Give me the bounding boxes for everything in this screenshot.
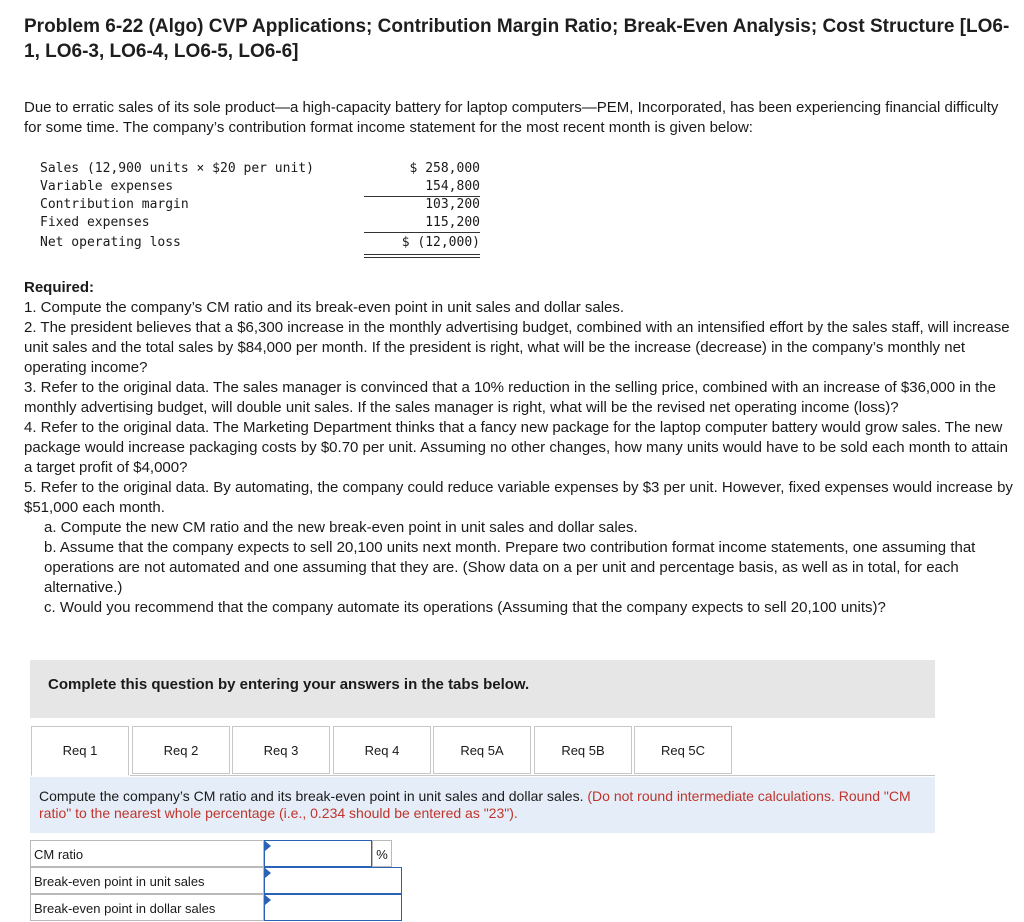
tab-req-5b[interactable]: Req 5B [534, 726, 632, 774]
statement-row-cm [40, 196, 490, 214]
banner-text: Complete this question by entering your answers in the tabs below. [48, 676, 530, 693]
requirement-5a: a. Compute the new CM ratio and the new break-even point in unit sales and dollar sales. [44, 519, 638, 536]
instructions-text [39, 788, 919, 822]
percent-unit: % [372, 840, 392, 867]
statement-amount: 154,800 [425, 179, 480, 194]
statement-amount: 103,200 [425, 197, 480, 212]
tab-req-5c[interactable]: Req 5C [634, 726, 732, 774]
tab-divider [130, 775, 935, 776]
requirement-5b: b. Assume that the company expects to sell 20,100 units next month. Prepare two contribution format income statements, one assuming that operations are not automated and one assuming that they are. (Show data on a per unit and percentage basis, as well as in total, for each alternative.) [44, 539, 976, 596]
instructions-box [30, 777, 935, 833]
requirement-3: 3. Refer to the original data. The sales manager is convinced that a 10% reduction in the selling price, combined with an increase of $36,000 in the monthly advertising budget, will double unit sales. If the sales manager is right, what will be the revised net operating income (loss)? [24, 379, 996, 416]
underline [364, 232, 480, 233]
tab-req-3[interactable]: Req 3 [232, 726, 330, 774]
statement-row-sales [40, 160, 490, 178]
tab-req-2[interactable]: Req 2 [132, 726, 230, 774]
requirement-tabs [31, 726, 935, 776]
break-even-units-field[interactable] [265, 868, 401, 893]
statement-amount: $ 258,000 [409, 161, 480, 176]
statement-label: Variable expenses [40, 179, 174, 194]
statement-label: Fixed expenses [40, 215, 150, 230]
cm-ratio-input[interactable] [264, 840, 372, 867]
double-underline-bottom [364, 257, 480, 258]
statement-row-variable [40, 178, 490, 196]
complete-banner [30, 660, 935, 718]
problem-title: Problem 6-22 (Algo) CVP Applications; Contribution Margin Ratio; Break-Even Analysis; Cost Structure [LO6-1, LO6-3, LO6-4, LO6-5, LO6-6] [24, 16, 1010, 62]
intro-paragraph: Due to erratic sales of its sole product—a high-capacity battery for laptop computers—PEM, Incorporated, has been experiencing financial difficulty for some time. The company’s contribution format income statement for the most recent month is given below: [24, 99, 999, 136]
statement-label: Contribution margin [40, 197, 189, 212]
instructions-note: (Do not round intermediate calculations. Round "CM ratio" to the nearest whole percentage (i.e., 0.234 should be entered as "23"). [39, 788, 911, 821]
break-even-dollars-input[interactable] [264, 894, 402, 921]
statement-row-net [40, 234, 490, 252]
answer-label-break-even-dollars: Break-even point in dollar sales [30, 894, 264, 921]
cm-ratio-field[interactable] [265, 841, 371, 866]
requirement-5c: c. Would you recommend that the company automate its operations (Assuming that the company expects to sell 20,100 units)? [44, 599, 886, 616]
statement-label: Sales (12,900 units × $20 per unit) [40, 161, 314, 176]
requirement-5: 5. Refer to the original data. By automating, the company could reduce variable expenses by $3 per unit. However, fixed expenses would increase by $51,000 each month. [24, 479, 1013, 516]
statement-row-fixed [40, 214, 490, 232]
requirement-2: 2. The president believes that a $6,300 increase in the monthly advertising budget, combined with an intensified effort by the sales staff, will increase unit sales and the total sales by $84,000 per month. If the president is right, what will be the increase (decrease) in the company’s monthly net operating income? [24, 319, 1010, 376]
tab-req-1[interactable]: Req 1 [31, 726, 129, 776]
required-section [24, 278, 1014, 618]
break-even-dollars-field[interactable] [265, 895, 401, 920]
answer-label-break-even-units: Break-even point in unit sales [30, 867, 264, 894]
answer-label-cm-ratio: CM ratio [30, 840, 264, 867]
statement-amount: 115,200 [425, 215, 480, 230]
statement-amount: $ (12,000) [401, 235, 480, 250]
required-heading: Required: [24, 279, 95, 296]
statement-label: Net operating loss [40, 235, 181, 250]
tab-req-5a[interactable]: Req 5A [433, 726, 531, 774]
double-underline-top [364, 254, 480, 255]
break-even-units-input[interactable] [264, 867, 402, 894]
instructions-main: Compute the company’s CM ratio and its break-even point in unit sales and dollar sales. [39, 788, 584, 804]
tab-req-4[interactable]: Req 4 [333, 726, 431, 774]
requirement-1: 1. Compute the company’s CM ratio and its break-even point in unit sales and dollar sales. [24, 299, 625, 316]
requirement-4: 4. Refer to the original data. The Marketing Department thinks that a fancy new package for the laptop computer battery would grow sales. The new package would increase packaging costs by $0.70 per unit. Assuming no other changes, how many units would have to be sold each month to attain a target profit of $4,000? [24, 419, 1008, 476]
